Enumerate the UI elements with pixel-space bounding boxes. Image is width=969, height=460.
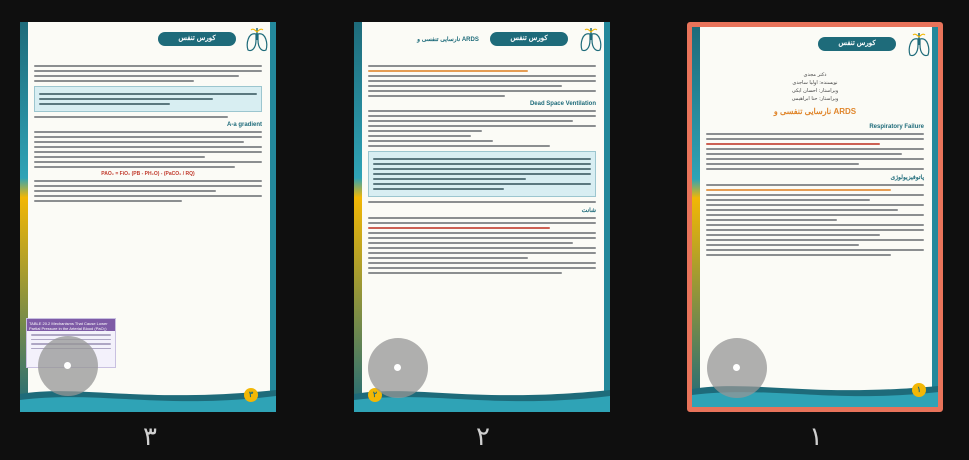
decorative-stripe bbox=[932, 27, 938, 407]
drag-handle[interactable] bbox=[368, 338, 428, 398]
table-title: TABLE 20.2 Mechanisms That Cause Lower Partial Pressure in the Arterial Blood (PaO₂) bbox=[27, 319, 115, 331]
page-header bbox=[354, 22, 610, 58]
section-heading: شانت bbox=[581, 208, 596, 214]
page-number-badge: ۳ bbox=[244, 388, 258, 402]
page-label-3: ۳ bbox=[143, 422, 157, 452]
decorative-stripe bbox=[270, 22, 276, 412]
page-header bbox=[20, 22, 276, 58]
decorative-stripe bbox=[354, 22, 362, 412]
header-badge: کورس تنفس bbox=[158, 32, 236, 46]
decorative-stripe bbox=[604, 22, 610, 412]
page-number-badge: ۲ bbox=[368, 388, 382, 402]
page-thumbnail-1[interactable] bbox=[687, 22, 943, 412]
section-heading: Respiratory Failure bbox=[869, 124, 924, 130]
header-badge: کورس تنفس bbox=[818, 37, 896, 51]
header-title: نارسایی تنفسی و ARDS bbox=[417, 37, 479, 43]
section-heading: Dead Space Ventilation bbox=[529, 101, 596, 107]
drag-handle[interactable] bbox=[38, 336, 98, 396]
page-label-2: ۲ bbox=[476, 422, 490, 452]
page-header bbox=[692, 27, 938, 63]
page-thumbnail-3[interactable] bbox=[20, 22, 276, 412]
decorative-stripe bbox=[692, 27, 700, 407]
author-list: دکتر مجدی نویسنده: اولیا ساجدی ویراستار: احسان ایکی ویراستار: حنا ابراهیمی bbox=[791, 72, 839, 102]
page-body bbox=[706, 65, 924, 367]
page-label-1: ۱ bbox=[809, 422, 823, 452]
page-body bbox=[368, 62, 596, 372]
drag-handle[interactable] bbox=[707, 338, 767, 398]
lungs-logo-icon bbox=[244, 26, 270, 54]
page-number-badge: ۱ bbox=[912, 383, 926, 397]
lungs-logo-icon bbox=[578, 26, 604, 54]
lungs-logo-icon bbox=[906, 31, 932, 59]
formula-text: PAO₂ = FiO₂ (PB - PH₂O) - (PaCO₂ / RQ) bbox=[101, 171, 195, 177]
section-heading: پاتوفیزیولوژی bbox=[890, 175, 924, 181]
section-heading: A-a gradient bbox=[226, 122, 262, 128]
page-thumbnail-2[interactable] bbox=[354, 22, 610, 412]
header-badge: کورس تنفس bbox=[490, 32, 568, 46]
document-title: نارسایی تنفسی و ARDS bbox=[773, 107, 857, 116]
